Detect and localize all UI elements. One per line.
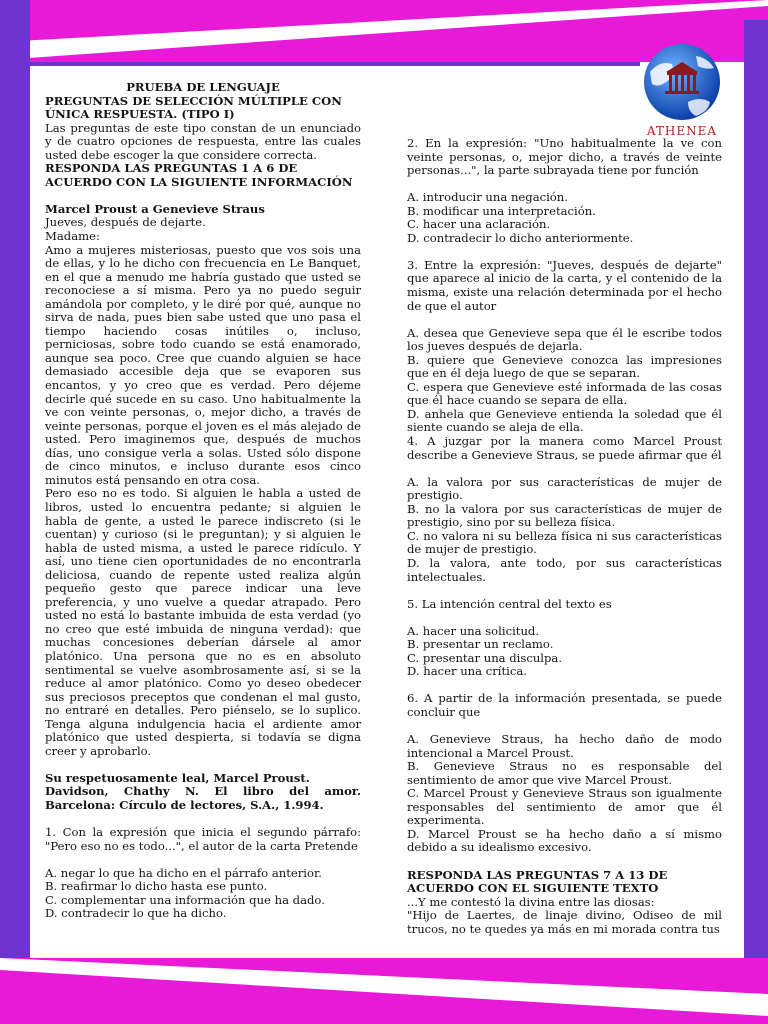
poem-line: ...Y me contestó la divina entre las diosas:: [407, 894, 655, 909]
question-stem: 6. A partir de la información presentada, se puede concluir que: [407, 691, 722, 719]
answer-option: D. anhela que Genevieve entienda la soledad que él siente cuando se aleja de ella.: [407, 406, 722, 435]
question-stem: 2. En la expresión: "Uno habitualmente la ve con veinte personas, o, mejor dicho, a través de veinte personas...", la parte subrayada tiene por función: [407, 136, 722, 178]
answer-option: C. Marcel Proust y Genevieve Straus son igualmente responsables del sentimiento de amor que él experimenta.: [407, 786, 722, 828]
question-stem: 4. A juzgar por la manera como Marcel Proust describe a Genevieve Straus, se puede afirmar que él: [407, 434, 722, 462]
page-title: PRUEBA DE LENGUAJE: [126, 80, 280, 94]
answer-option: A. Genevieve Straus, ha hecho daño de modo intencional a Marcel Proust.: [407, 732, 722, 760]
intro-text: Las preguntas de este tipo constan de un enunciado y de cuatro opciones de respuesta, entre las cuales usted debe escoger la que considere correcta.: [45, 120, 361, 162]
athenea-logo: [636, 42, 728, 142]
poem-line: "Hijo de Laertes, de linaje divino, Odiseo de mil trucos, no te quedes ya más en mi morada contra tus: [407, 908, 722, 936]
answer-option: C. presentar una disculpa.: [407, 650, 563, 665]
letter-source: Davidson, Chathy N. El libro del amor. Barcelona: Círculo de lectores, S.A., 1.994.: [45, 784, 361, 812]
letter-dateline: Jueves, después de dejarte.: [45, 215, 206, 230]
answer-option: B. presentar un reclamo.: [407, 637, 554, 652]
answer-option: B. reafirmar lo dicho hasta ese punto.: [45, 879, 268, 894]
instruction-1: RESPONDA LAS PREGUNTAS 1 A 6 DE ACUERDO CON LA SIGUIENTE INFORMACIÓN: [45, 161, 353, 189]
answer-option: D. contradecir lo dicho anteriormente.: [407, 230, 634, 245]
right-purple-border: [744, 20, 768, 1024]
answer-option: D. hacer una crítica.: [407, 664, 527, 679]
letter-closing: Su respetuosamente leal, Marcel Proust.: [45, 770, 310, 785]
letter-paragraph: Amo a mujeres misteriosas, puesto que vos sois una de ellas, y lo he dicho con frecuencia en Le Banquet, en el que a menudo me habría gustado que usted se reconociese a sí misma. Pero ya no puedo seguir amándola por completo, y le diré por qué, aunque no sirva de nada, pues bien sabe usted que uno pasa el tiempo haciendo cosas inútiles o, incluso, perniciosas, sobre todo cuando se está enamorado, aunque sea poco. Cree que cuando alguien se hace demasiado accesible deja que se evaporen sus encantos, y yo creo que es verdad. Pero déjeme decirle qué sucede en su caso. Uno habitualmente la ve con veinte personas, o, mejor dicho, a través de veinte personas, porque el joven es el más alejado de usted. Pero imaginemos que, después de muchos días, uno consigue verla a solas. Usted sólo dispone de cinco minutos, e incluso durante esos cinco minutos está pensando en otra cosa.: [45, 242, 361, 487]
answer-option: D. la valora, ante todo, por sus características intelectuales.: [407, 555, 722, 584]
right-column: [407, 137, 722, 936]
left-purple-border: [0, 0, 30, 1024]
answer-option: C. no valora ni su belleza física ni sus características de mujer de prestigio.: [407, 528, 722, 557]
answer-option: B. Genevieve Straus no es responsable del sentimiento de amor que vive Marcel Proust.: [407, 759, 722, 787]
answer-option: A. introducir una negación.: [407, 190, 568, 205]
left-column: [45, 81, 361, 921]
question-stem: 3. Entre la expresión: "Jueves, después de dejarte" que aparece al inicio de la carta, y el contenido de la misma, existe una relación determinada por el hecho de que el autor: [407, 257, 722, 313]
letter-heading: Marcel Proust a Genevieve Straus: [45, 201, 265, 216]
answer-option: B. no la valora por sus características de mujer de prestigio, sino por su belleza física.: [407, 501, 722, 530]
answer-option: D. Marcel Proust se ha hecho daño a sí mismo debido a su idealismo excesivo.: [407, 826, 722, 855]
answer-option: C. complementar una información que ha dado.: [45, 892, 325, 907]
answer-option: C. hacer una aclaración.: [407, 217, 551, 232]
section-subtitle: PREGUNTAS DE SELECCIÓN MÚLTIPLE CON ÚNICA RESPUESTA. (TIPO I): [45, 93, 342, 122]
answer-option: C. espera que Genevieve esté informada de las cosas que él hace cuando se separa de ella.: [407, 379, 722, 408]
answer-option: B. modificar una interpretación.: [407, 203, 596, 218]
answer-option: A. negar lo que ha dicho en el párrafo anterior.: [45, 865, 322, 880]
letter-paragraph: Pero eso no es todo. Si alguien le habla a usted de libros, usted lo encuentra pedante; si alguien le habla de gente, a usted le parece indiscreto (si le cuentan) y curioso (si le preguntan); y si alguien le habla de usted misma, a usted le parece ridículo. Y así, uno tiene cien oportunidades de no encontrarla deliciosa, cuando de repente usted realiza algún pequeño gesto que parece indicar una leve preferencia, y uno vuelve a quedar atrapado. Pero usted no está lo bastante imbuida de esta verdad (yo no creo que esté imbuida de ninguna verdad): que muchas concesiones deberían dársele al amor platónico. Una persona que no es en absoluto sentimental se vuelve asombrosamente así, si se la reduce al amor platónico. Como yo deseo obedecer sus preciosos preceptos que condenan el mal gusto, no entraré en detalles. Pero piénselo, se lo suplico. Tenga alguna indulgencia hacia el ardiente amor platónico que usted despierta, si todavía se digna creer y aprobarlo.: [45, 486, 361, 758]
answer-option: A. hacer una solicitud.: [407, 623, 540, 638]
header-rule: [30, 62, 640, 66]
question-stem: 5. La intención central del texto es: [407, 596, 612, 611]
answer-option: B. quiere que Genevieve conozca las impresiones que en él deja luego de que se separan.: [407, 352, 722, 381]
question-stem: 1. Con la expresión que inicia el segundo párrafo: "Pero eso no es todo...", el autor de la carta Pretende: [45, 825, 361, 853]
instruction-2: RESPONDA LAS PREGUNTAS 7 A 13 DE ACUERDO CON EL SIGUIENTE TEXTO: [407, 867, 668, 896]
answer-option: D. contradecir lo que ha dicho.: [45, 906, 227, 921]
answer-option: A. la valora por sus características de mujer de prestigio.: [407, 474, 722, 503]
logo-text: ATHENEA: [646, 124, 718, 138]
answer-option: A. desea que Genevieve sepa que él le escribe todos los jueves después de dejarla.: [407, 325, 722, 354]
letter-salutation: Madame:: [45, 229, 100, 244]
